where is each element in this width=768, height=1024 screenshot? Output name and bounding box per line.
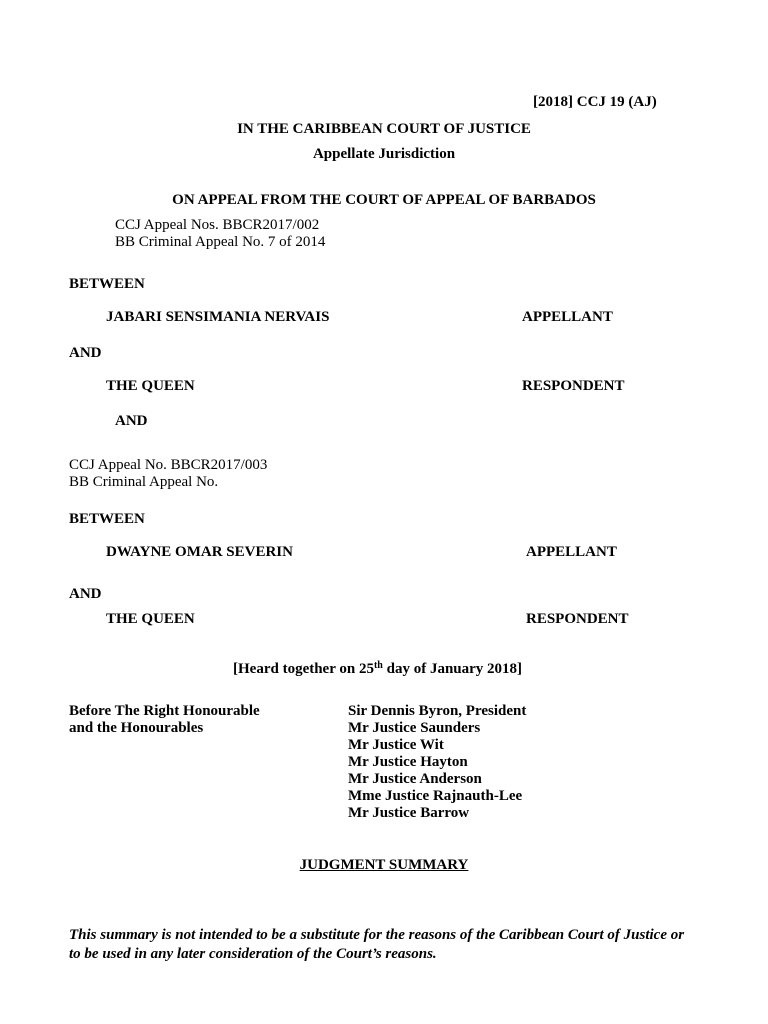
case1-appellant-role: APPELLANT <box>522 309 613 325</box>
case2-and-label: AND <box>69 586 102 602</box>
case2-appellant-name: DWAYNE OMAR SEVERIN <box>106 544 293 560</box>
heard-suffix: day of January 2018] <box>382 661 523 677</box>
case2-appellant-role: APPELLANT <box>526 544 617 560</box>
case2-ccj-appeal-number: CCJ Appeal No. BBCR2017/003 <box>69 457 268 473</box>
judge-name: Sir Dennis Byron, President <box>348 703 527 719</box>
disclaimer-line-2: to be used in any later consideration of the Court’s reasons. <box>69 946 437 962</box>
heard-date-line <box>233 661 522 678</box>
case2-respondent-role: RESPONDENT <box>526 611 629 627</box>
heard-prefix: [Heard together on 25 <box>233 661 374 677</box>
judge-name: Mme Justice Rajnauth-Lee <box>348 788 523 804</box>
case2-bb-appeal-number: BB Criminal Appeal No. <box>69 474 219 490</box>
judges-list <box>348 703 526 822</box>
case1-between-label: BETWEEN <box>69 276 145 292</box>
case1-respondent-role: RESPONDENT <box>522 378 625 394</box>
disclaimer-line-1: This summary is not intended to be a substitute for the reasons of the Caribbean Court of Justice or <box>69 927 685 943</box>
case-citation: [2018] CCJ 19 (AJ) <box>533 94 657 110</box>
case1-and-label: AND <box>69 345 102 361</box>
judgment-summary-heading: JUDGMENT SUMMARY <box>299 857 469 873</box>
before-block <box>69 703 260 737</box>
case1-bb-appeal-number: BB Criminal Appeal No. 7 of 2014 <box>115 234 326 250</box>
case1-ccj-appeal-number: CCJ Appeal Nos. BBCR2017/002 <box>115 217 320 233</box>
judge-name: Mr Justice Anderson <box>348 771 482 787</box>
before-line-2: and the Honourables <box>69 720 204 736</box>
judge-name: Mr Justice Hayton <box>348 754 468 770</box>
court-title: IN THE CARIBBEAN COURT OF JUSTICE <box>237 121 531 137</box>
joint-and-label: AND <box>115 413 148 429</box>
case1-respondent-name: THE QUEEN <box>106 378 195 394</box>
judge-name: Mr Justice Saunders <box>348 720 481 736</box>
judge-name: Mr Justice Wit <box>348 737 444 753</box>
appeal-from-heading: ON APPEAL FROM THE COURT OF APPEAL OF BARBADOS <box>172 192 596 208</box>
case2-between-label: BETWEEN <box>69 511 145 527</box>
judge-name: Mr Justice Barrow <box>348 805 470 821</box>
before-line-1: Before The Right Honourable <box>69 703 260 719</box>
case1-appellant-name: JABARI SENSIMANIA NERVAIS <box>106 309 330 325</box>
jurisdiction-title: Appellate Jurisdiction <box>312 146 456 162</box>
heard-ordinal: th <box>373 660 383 671</box>
case2-respondent-name: THE QUEEN <box>106 611 195 627</box>
